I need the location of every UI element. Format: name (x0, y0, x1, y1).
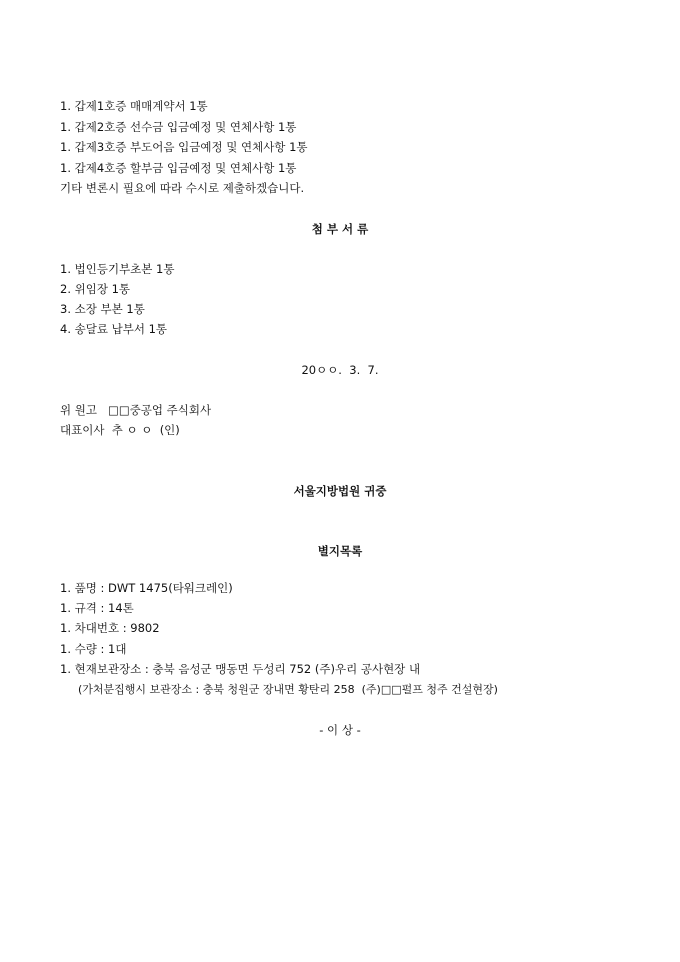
evidence-item: 1. 갑제1호증 매매계약서 1통 (60, 99, 208, 113)
filing-date: 20ㅇㅇ. 3. 7. (301, 363, 379, 377)
court-addressee: 서울지방법원 귀중 (293, 484, 387, 498)
attachment-item: 3. 소장 부본 1통 (60, 302, 145, 316)
evidence-note: 기타 변론시 필요에 따라 수시로 제출하겠습니다. (60, 181, 305, 195)
attachments-title: 첨 부 서 류 (311, 222, 369, 236)
appendix-item: 1. 수량 : 1대 (60, 642, 127, 656)
evidence-item: 1. 갑제4호증 할부금 입금예정 및 연체사항 1통 (60, 161, 297, 175)
evidence-item: 1. 갑제3호증 부도어음 입금예정 및 연체사항 1통 (60, 140, 308, 154)
appendix-item: 1. 규격 : 14톤 (60, 601, 134, 615)
appendix-sub-note: (가처분집행시 보관장소 : 충북 청원군 장내면 황탄리 258 (주)□□펄프 청주 건설현장) (78, 683, 498, 696)
appendix-item: 1. 품명 : DWT 1475(타워크레인) (60, 581, 233, 595)
plaintiff-line: 위 원고 □□중공업 주식회사 (60, 403, 212, 417)
attachment-item: 1. 법인등기부초본 1통 (60, 262, 175, 276)
end-mark: - 이 상 - (319, 723, 361, 737)
attachment-item: 2. 위임장 1통 (60, 282, 131, 296)
evidence-item: 1. 갑제2호증 선수금 입금예정 및 연체사항 1통 (60, 120, 297, 134)
appendix-title: 별지목록 (317, 544, 363, 558)
appendix-item: 1. 현재보관장소 : 충북 음성군 맹동면 두성리 752 (주)우리 공사현장 내 (60, 662, 421, 676)
attachment-item: 4. 송달료 납부서 1통 (60, 322, 168, 336)
appendix-item: 1. 차대번호 : 9802 (60, 621, 160, 635)
representative-line: 대표이사 추 ㅇ ㅇ (인) (60, 423, 180, 437)
